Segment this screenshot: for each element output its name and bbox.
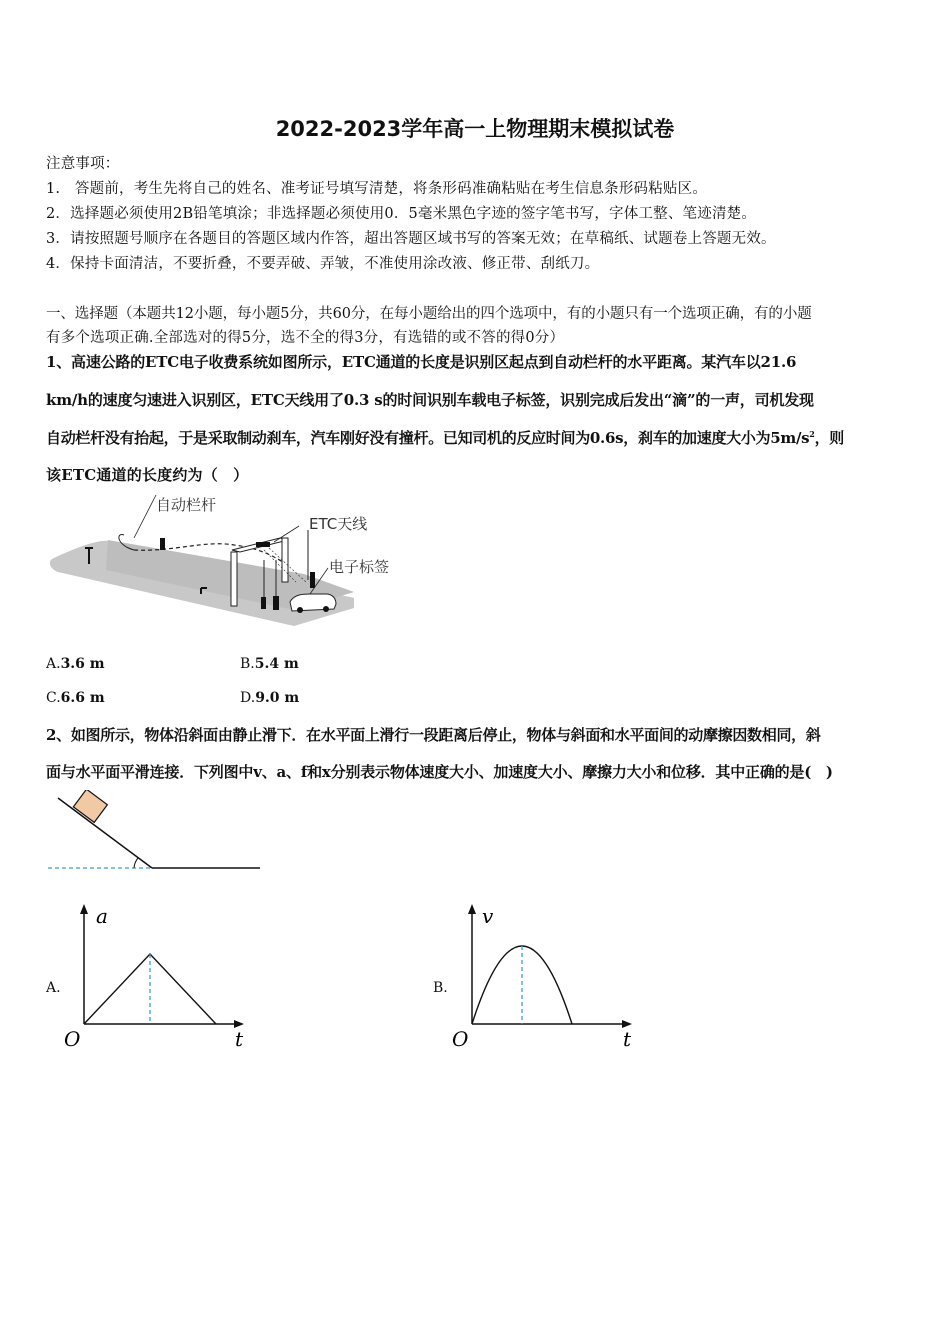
graph-b-label[interactable]: B. (433, 980, 448, 996)
graph-b-origin: O (452, 1027, 469, 1051)
sliding-block (73, 790, 107, 822)
etc-diagram (44, 490, 404, 630)
section-heading: 一、选择题（本题共12小题，每小题5分，共60分，在每小题给出的四个选项中，有的小题只有一个选项正确，有的小题 (46, 306, 812, 322)
incline-diagram (44, 790, 266, 876)
barrier-post (160, 538, 165, 550)
graph-b-y-axis-label: v (482, 904, 494, 928)
graph-b-x-axis-label: t (623, 1027, 632, 1051)
graph-a-origin: O (64, 1027, 81, 1051)
question-1-text: 自动栏杆没有抬起，于是采取制动刹车，汽车刚好没有撞杆。已知司机的反应时间为0.6s，刹车的加速度大小为$5m/s^2$，则 (46, 429, 844, 447)
notice-item: 3．请按照题号顺序在各题目的答题区域内作答，超出答题区域书写的答案无效；在草稿纸、试题卷上答题无效。 (46, 231, 776, 247)
question-1-text: km/h的速度匀速进入识别区，ETC天线用了0.3 s的时间识别车载电子标签，识别完成后发出“滴”的一声，司机发现 (46, 391, 814, 409)
label-etc-antenna: ETC天线 (309, 515, 368, 533)
section-heading-cont: 有多个选项正确.全部选对的得5分，选不全的得3分，有选错的或不答的得0分） (46, 330, 565, 346)
question-1-text: 1、高速公路的ETC电子收费系统如图所示，ETC通道的长度是识别区起点到自动栏杆的水平距离。某汽车以21.6 (46, 353, 797, 371)
question-2-text: 2、如图所示，物体沿斜面由静止滑下．在水平面上滑行一段距离后停止，物体与斜面和水平面间的动摩擦因数相同，斜 (46, 726, 821, 744)
option-b[interactable]: B.5.4 m (240, 656, 299, 672)
graph-a-y-axis-label: a (96, 904, 108, 928)
label-auto-barrier: 自动栏杆 (156, 496, 217, 514)
angle-arc (134, 858, 138, 868)
question-2-text: 面与水平面平滑连接．下列图中v、a、f和x分别表示物体速度大小、加速度大小、摩擦力大小和位移．其中正确的是( ) (46, 763, 833, 781)
etc-antenna (256, 542, 270, 547)
notice-item: 2．选择题必须使用2B铅笔填涂；非选择题必须使用0．5毫米黑色字迹的签字笔书写，字体工整、笔迹清楚。 (46, 206, 757, 222)
graph-a-label[interactable]: A. (46, 980, 61, 996)
option-d[interactable]: D.9.0 m (240, 690, 300, 706)
notice-heading: 注意事项： (46, 156, 120, 172)
notice-item: 4．保持卡面清洁，不要折叠，不要弄破、弄皱，不准使用涂改液、修正带、刮纸刀。 (46, 256, 600, 272)
car (290, 594, 336, 611)
question-1-text: 该ETC通道的长度约为（ ） (46, 466, 249, 484)
graph-a (60, 898, 260, 1053)
label-electronic-tag: 电子标签 (329, 558, 390, 576)
option-c[interactable]: C.6.6 m (46, 690, 105, 706)
graph-b (448, 898, 648, 1053)
page-title: 2022-2023学年高一上物理期末模拟试卷 (275, 117, 675, 141)
option-a[interactable]: A.3.6 m (46, 656, 105, 672)
notice-item: 1. 答题前，考生先将自己的姓名、准考证号填写清楚，将条形码准确粘贴在考生信息条形码粘贴区。 (46, 181, 708, 197)
graph-a-x-axis-label: t (235, 1027, 244, 1051)
